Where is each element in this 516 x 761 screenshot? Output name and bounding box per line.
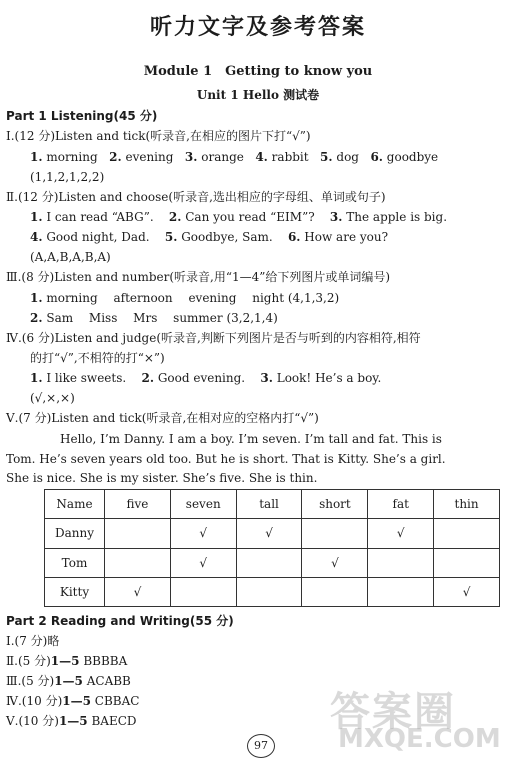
- answer-label: Ⅳ.(10 分): [6, 694, 63, 708]
- item-number: 4.: [30, 230, 43, 244]
- section-4-heading: Ⅳ.(6 分)Listen and judge(听录音,判断下列图片是否与听到的内容相符,相符: [6, 331, 421, 345]
- answer-table: [44, 489, 500, 607]
- table-cell: [236, 577, 302, 606]
- item-text: Can you read “EIM”?: [181, 210, 315, 224]
- column-header: five: [105, 490, 171, 519]
- item-number: 2.: [30, 311, 43, 325]
- row-name: Tom: [45, 548, 105, 577]
- part2-answer-4: [6, 693, 139, 709]
- column-header: Name: [45, 490, 105, 519]
- item-number: 1.: [30, 371, 43, 385]
- row-name: Kitty: [45, 577, 105, 606]
- item-text: goodbye: [382, 150, 439, 164]
- item-number: 4.: [255, 150, 268, 164]
- item-number: 1.: [30, 210, 43, 224]
- table-cell: √: [434, 577, 500, 606]
- answer-range: 1—5: [62, 694, 91, 708]
- item-number: 5.: [164, 230, 178, 244]
- item-text: Look! He’s a boy.: [272, 371, 382, 385]
- section-1-answer: (1,1,2,1,2,2): [30, 170, 105, 184]
- table-cell: √: [105, 577, 171, 606]
- section-4-heading-cont: 的打“√”,不相符的打“×”): [30, 351, 165, 365]
- column-header: seven: [170, 490, 236, 519]
- section-2-row-1: [30, 209, 447, 225]
- item-number: 3.: [260, 371, 273, 385]
- section-2-row-2: [30, 229, 388, 245]
- section-4-answer: (√,×,×): [30, 391, 75, 405]
- item-number: 2.: [109, 150, 122, 164]
- column-header: short: [302, 490, 368, 519]
- part2-answer-1: [6, 633, 59, 649]
- item-text: I can read “ABG”.: [42, 210, 154, 224]
- item-text: morning afternoon evening night (4,1,3,2): [42, 291, 340, 305]
- section-4-items: [30, 370, 381, 386]
- answer-label: Ⅱ.(5 分): [6, 654, 51, 668]
- watermark-logo: 答案圈: [330, 689, 456, 735]
- table-cell: [368, 548, 434, 577]
- item-text: rabbit: [267, 150, 309, 164]
- table-cell: √: [170, 548, 236, 577]
- table-cell: √: [170, 519, 236, 548]
- answer-value: BAECD: [87, 714, 137, 728]
- part1-heading: Part 1 Listening(45 分): [6, 109, 158, 123]
- answer-value: BBBBA: [79, 654, 128, 668]
- item-number: 2.: [141, 371, 154, 385]
- item-number: 1.: [30, 291, 43, 305]
- section-3-row-2: [30, 310, 278, 326]
- module-heading: Module 1 Getting to know you: [143, 64, 373, 79]
- answer-range: 1—5: [58, 714, 88, 728]
- column-header: fat: [368, 490, 434, 519]
- item-text: orange: [197, 150, 244, 164]
- part2-answer-5: [6, 713, 137, 729]
- table-cell: [302, 519, 368, 548]
- section-3-heading: Ⅲ.(8 分)Listen and number(听录音,用“1—4”给下列图片或单词编号): [6, 270, 391, 284]
- item-number: 6.: [287, 230, 301, 244]
- section-5-passage-line-3: She is nice. She is my sister. She’s five. She is thin.: [6, 471, 318, 485]
- item-number: 2.: [168, 210, 182, 224]
- item-text: Good night, Dad.: [42, 230, 150, 244]
- answer-label: Ⅰ.(7 分): [6, 634, 48, 648]
- table-row: [45, 548, 500, 577]
- item-text: The apple is big.: [342, 210, 448, 224]
- table-header-row: [45, 490, 500, 519]
- answer-value: 略: [47, 634, 60, 648]
- table-row: [45, 577, 500, 606]
- item-text: Goodbye, Sam.: [177, 230, 273, 244]
- column-header: thin: [434, 490, 500, 519]
- item-text: I like sweets.: [42, 371, 127, 385]
- item-number: 3.: [184, 150, 198, 164]
- table-row: [45, 519, 500, 548]
- column-header: tall: [236, 490, 302, 519]
- item-number: 1.: [30, 150, 43, 164]
- table-cell: [170, 577, 236, 606]
- answer-range: 1—5: [50, 654, 80, 668]
- answer-label: Ⅲ.(5 分): [6, 674, 55, 688]
- table-cell: [434, 548, 500, 577]
- section-1-heading: Ⅰ.(12 分)Listen and tick(听录音,在相应的图片下打“√”): [6, 129, 311, 143]
- table-cell: [302, 577, 368, 606]
- table-cell: [105, 519, 171, 548]
- answer-value: ACABB: [82, 674, 131, 688]
- section-1-items: [30, 149, 438, 165]
- item-text: dog: [332, 150, 359, 164]
- unit-heading: Unit 1 Hello 测试卷: [196, 88, 320, 102]
- item-text: Sam Miss Mrs summer (3,2,1,4): [42, 311, 278, 325]
- part2-answer-2: [6, 653, 127, 669]
- item-text: morning: [42, 150, 98, 164]
- page-title: 听力文字及参考答案: [149, 15, 366, 40]
- section-3-row-1: [30, 290, 339, 306]
- answer-value: CBBAC: [90, 694, 140, 708]
- section-5-heading: Ⅴ.(7 分)Listen and tick(听录音,在相对应的空格内打“√”): [6, 411, 319, 425]
- section-2-answer: (A,A,B,A,B,A): [30, 250, 111, 264]
- watermark-url: MXQE.COM: [338, 724, 501, 754]
- section-2-heading: Ⅱ.(12 分)Listen and choose(听录音,选出相应的字母组、单词或句子): [6, 190, 386, 204]
- answer-label: Ⅴ.(10 分): [6, 714, 59, 728]
- table-cell: √: [368, 519, 434, 548]
- table-cell: [105, 548, 171, 577]
- page-number: 97: [247, 734, 275, 758]
- row-name: Danny: [45, 519, 105, 548]
- item-text: How are you?: [300, 230, 389, 244]
- section-5-passage-line-1: Hello, I’m Danny. I am a boy. I’m seven. I’m tall and fat. This is: [60, 432, 442, 446]
- item-number: 3.: [329, 210, 343, 224]
- table-cell: [434, 519, 500, 548]
- item-number: 6.: [370, 150, 383, 164]
- table-cell: [236, 548, 302, 577]
- table-cell: [368, 577, 434, 606]
- table-cell: √: [236, 519, 302, 548]
- section-5-passage-line-2: Tom. He’s seven years old too. But he is short. That is Kitty. She’s a girl.: [6, 452, 446, 466]
- item-text: evening: [121, 150, 174, 164]
- item-text: Good evening.: [154, 371, 246, 385]
- part2-answer-3: [6, 673, 131, 689]
- part2-heading: Part 2 Reading and Writing(55 分): [6, 614, 234, 628]
- item-number: 5.: [320, 150, 333, 164]
- table-cell: √: [302, 548, 368, 577]
- answer-range: 1—5: [54, 674, 83, 688]
